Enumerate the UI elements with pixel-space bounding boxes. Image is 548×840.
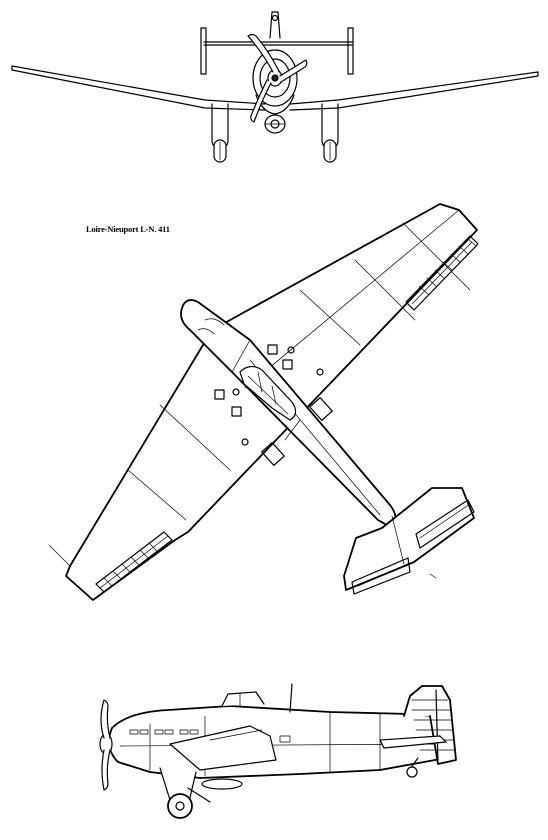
front-view-right-gear — [322, 104, 338, 162]
plan-view-right-aileron — [406, 236, 478, 310]
front-view-bomb — [265, 115, 285, 133]
side-view-propeller — [100, 700, 112, 790]
front-view-left-wing — [12, 66, 265, 110]
front-view-right-wing — [290, 72, 538, 110]
plan-view — [50, 204, 478, 600]
side-view — [100, 684, 456, 818]
plan-view-left-aileron — [96, 532, 172, 592]
side-view-canopy — [222, 692, 264, 706]
front-view — [12, 12, 538, 162]
aircraft-caption: Loire-Nieuport L-N. 411 — [86, 224, 170, 234]
front-view-left-gear — [212, 104, 228, 162]
